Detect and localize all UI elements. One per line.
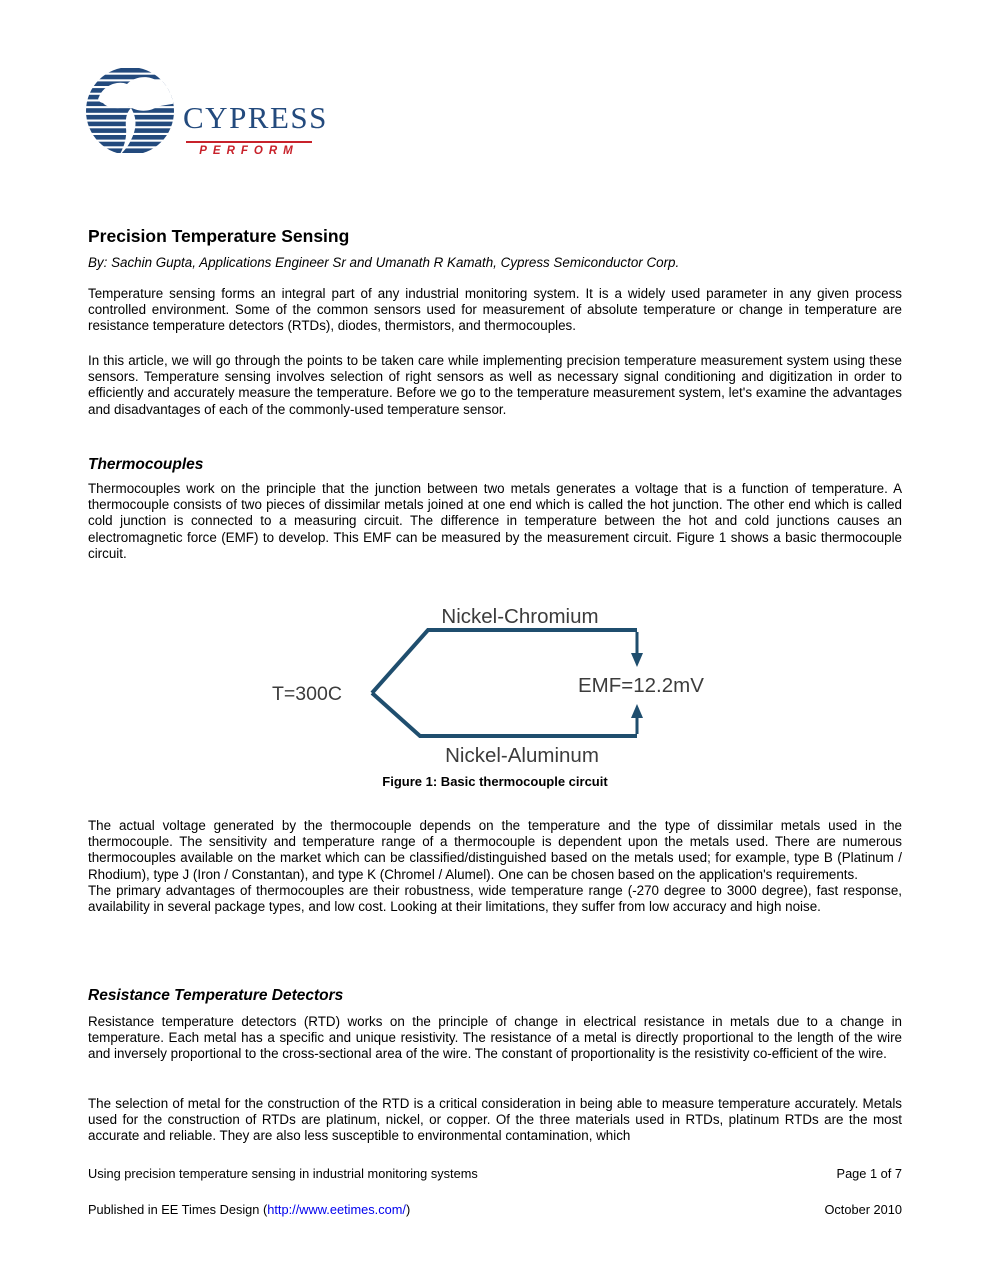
footer-published-suffix: ) [405, 1202, 411, 1217]
rtd-paragraph-1: Resistance temperature detectors (RTD) works on the principle of change in electrical resistance in metals due to a change in temperature. Each metal has a specific and unique resistivity. The resistance of a metal is directly proportional to the length of the wire and inversely proportional to the cross-sectional area of the wire. The constant of proportionality is the resistivity co-efficient of the wire. [88, 1014, 902, 1062]
thermocouple-bottom-wire [372, 693, 637, 736]
rtd-paragraph-2: The selection of metal for the construction of the RTD is a critical consideration in being able to measure temperature accurately. Metals used for the construction of RTDs are platinum, nickel, or copper. Of the three materials used in RTDs, platinum RTDs are the most accurate and reliable. They are also less susceptible to environmental contamination, which [88, 1096, 902, 1144]
footer-published-prefix: Published in EE Times Design ( [88, 1202, 268, 1217]
emf-arrow-down-head [631, 653, 643, 667]
footer-doc-title: Using precision temperature sensing in industrial monitoring systems [88, 1166, 478, 1181]
thermocouple-circuit-figure [250, 596, 740, 776]
figure-label-emf: EMF=12.2mV [578, 674, 704, 697]
section-heading-thermocouples: Thermocouples [88, 456, 204, 473]
thermocouples-paragraph-2: The actual voltage generated by the thermocouple depends on the temperature and the type of dissimilar metals used in the thermocouple. The sensitivity and temperature range of a thermocouple is dependent upon the metals used. There are numerous thermocouples available on the market which can be classified/distinguished based on the metals used; for example, type B (Platinum / Rhodium), type J (Iron / Constantan), and type K (Chromel / Alumel). One can be chosen based on the application's requirements. [88, 818, 902, 882]
section-heading-rtd: Resistance Temperature Detectors [88, 987, 344, 1004]
emf-arrow-up-head [631, 704, 643, 718]
footer-row-1 [88, 1166, 902, 1182]
footer-row-2 [88, 1202, 902, 1218]
footer-published-line [88, 1202, 410, 1218]
thermocouples-paragraph-1: Thermocouples work on the principle that the junction between two metals generates a voltage that is a function of temperature. A thermocouple consists of two pieces of dissimilar metals joined at one end which is called the hot junction. The other end which is called cold junction is connected to a measuring circuit. The difference in temperature between the hot and cold junctions causes an electromagnetic force (EMF) to develop. This EMF can be measured by the measurement circuit. Figure 1 shows a basic thermocouple circuit. [88, 481, 902, 561]
figure-label-temperature: T=300C [272, 683, 342, 705]
figure-label-top-metal: Nickel-Chromium [441, 605, 599, 628]
intro-paragraph-1: Temperature sensing forms an integral part of any industrial monitoring system. It is a widely used parameter in any given process controlled environment. Some of the common sensors used for measurement of absolute temperature or change in temperature are resistance temperature detectors (RTDs), diodes, thermistors, and thermocouples. [88, 286, 902, 334]
figure-caption: Figure 1: Basic thermocouple circuit [382, 774, 608, 789]
cypress-wordmark: CYPRESS [183, 100, 328, 135]
thermocouples-paragraph-3: The primary advantages of thermocouples are their robustness, wide temperature range (-270 degree to 3000 degree), fast response, availability in several package types, and low cost. Looking at their limitations, they suffer from low accuracy and high noise. [88, 882, 902, 915]
logo-divider [186, 141, 312, 143]
byline: By: Sachin Gupta, Applications Engineer Sr and Umanath R Kamath, Cypress Semiconductor Corp. [88, 255, 680, 270]
figure-label-bottom-metal: Nickel-Aluminum [445, 744, 599, 767]
cypress-tagline: PERFORM [199, 145, 299, 157]
footer-date: October 2010 [824, 1202, 902, 1217]
page-title: Precision Temperature Sensing [88, 226, 350, 246]
eetimes-link[interactable]: http://www.eetimes.com/ [267, 1202, 406, 1217]
cypress-logo [83, 62, 328, 167]
footer-page-number: Page 1 of 7 [836, 1166, 902, 1181]
intro-paragraph-2: In this article, we will go through the points to be taken care while implementing precision temperature measurement system using these sensors. Temperature sensing involves selection of right sensors as well as necessary signal conditioning and digitization in order to efficiently and accurately measure the temperature. Before we go to the temperature measurement system, let's examine the advantages and disadvantages of each of the commonly-used temperature sensor. [88, 353, 902, 417]
thermocouples-paragraph-block [88, 818, 902, 915]
